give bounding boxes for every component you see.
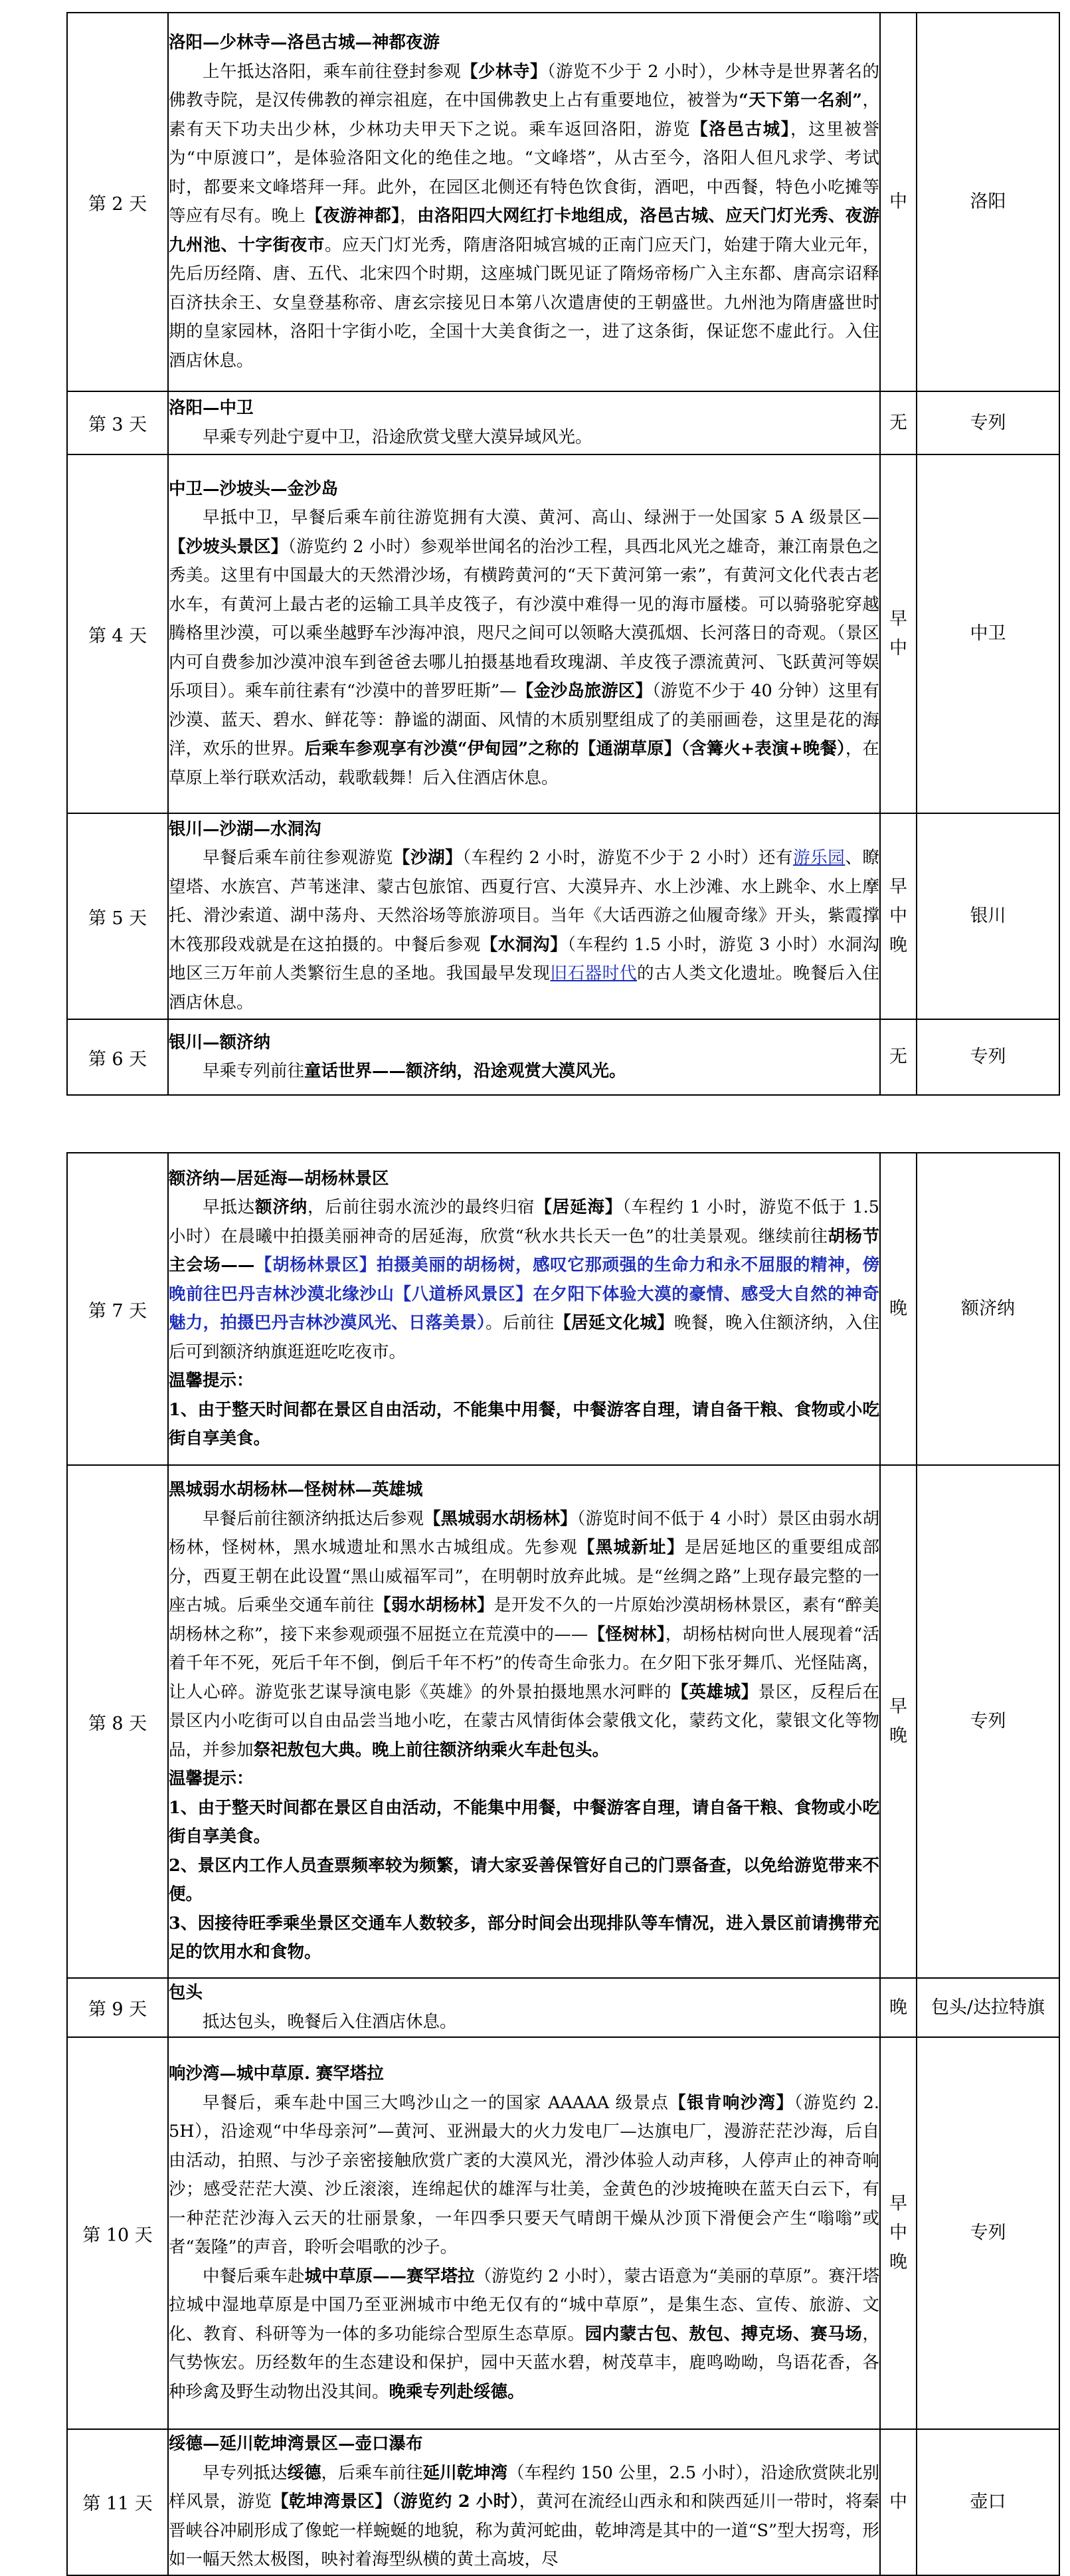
meal-cell: 无 <box>880 1019 917 1095</box>
meal-cell: 早中晚 <box>880 2037 917 2429</box>
day-cell: 第 5 天 <box>67 813 168 1019</box>
description-cell <box>168 813 880 1019</box>
meal-cell: 无 <box>880 391 917 454</box>
itinerary-table-2 <box>66 1152 1060 2576</box>
description-text: 早餐后，乘车赴中国三大鸣沙山之一的国家 AAAAA 级景点【银肯响沙湾】（游览约 2. 5H），沿途观“中华母亲河”—黄河、亚洲最大的火力发电厂—达旗电厂，漫游茫茫沙海，后自由活动，拍照、与沙子亲密接触欣赏广袤的大漠风光，滑沙体验人动声移，人停声止的神奇响沙；感受茫茫大漠、沙丘滚滚，连绵起伏的雄浑与壮美，金黄色的沙坡掩映在蓝天白云下，有一种茫茫沙海入云天的壮丽景象，一年四季只要天气晴朗干燥从沙顶下滑便会产生“嗡嗡”或者“轰隆”的声音，聆听会唱歌的沙子。 <box>169 2092 879 2257</box>
day-cell: 第 9 天 <box>67 1978 168 2037</box>
route-title: 绥德—延川乾坤湾景区—壶口瀑布 <box>169 2434 423 2454</box>
itinerary-row <box>67 454 1059 813</box>
hotel-cell: 洛阳 <box>917 13 1059 391</box>
description-cell <box>168 2037 880 2429</box>
description-cell <box>168 1978 880 2037</box>
description-cell <box>168 391 880 454</box>
itinerary-row <box>67 1153 1059 1465</box>
route-title: 包头 <box>169 1983 203 2003</box>
day-cell: 第 7 天 <box>67 1153 168 1465</box>
route-title: 银川—额济纳 <box>169 1032 271 1052</box>
description-cell <box>168 13 880 391</box>
tip-item: 1、由于整天时间都在景区自由活动，不能集中用餐，中餐游客自理，请自备干粮、食物或小吃街自享美食。 <box>169 1399 879 1448</box>
meal-cell: 中 <box>880 13 917 391</box>
itinerary-row <box>67 1978 1059 2037</box>
hotel-cell: 专列 <box>917 1465 1059 1978</box>
itinerary-row <box>67 813 1059 1019</box>
itinerary-row <box>67 391 1059 454</box>
meal-cell: 晚 <box>880 1153 917 1465</box>
tip-item: 2、景区内工作人员查票频率较为频繁，请大家妥善保管好自己的门票备查，以免给游览带来不便。 <box>169 1855 879 1905</box>
hotel-cell: 专列 <box>917 391 1059 454</box>
route-title: 额济纳—居延海—胡杨林景区 <box>169 1168 389 1189</box>
description-text: 早乘专列前往童话世界——额济纳，沿途观赏大漠风光。 <box>203 1061 626 1081</box>
description-cell <box>168 1465 880 1978</box>
description-text: 早抵达额济纳，后前往弱水流沙的最终归宿【居延海】（车程约 1 小时，游览不低于 1.5 小时）在晨曦中拍摄美丽神奇的居延海，欣赏“秋水共长天一色”的壮美景观。继续前往胡杨节主会场——【胡杨林景区】拍摄美丽的胡杨树，感叹它那顽强的生命力和永不屈服的精神，傍晚前往巴丹吉林沙漠北缘沙山【八道桥风景区】在夕阳下体验大漠的豪情、感受大自然的神奇魅力，拍摄巴丹吉林沙漠风光、日落美景）。后前往【居延文化城】晚餐，晚入住额济纳，入住后可到额济纳旗逛逛吃吃夜市。 <box>169 1197 879 1362</box>
description-cell <box>168 2429 880 2575</box>
description-text: 早餐后前往额济纳抵达后参观【黑城弱水胡杨林】（游览时间不低于 4 小时）景区由弱水胡杨林，怪树林，黑水城遗址和黑水古城组成。先参观【黑城新址】是居延地区的重要组成部分，西夏王朝在此设置“黑山威福军司”，在明朝时放弃此城。是“丝绸之路”上现存最完整的一座古城。后乘坐交通车前往【弱水胡杨林】是开发不久的一片原始沙漠胡杨林景区，素有“醉美胡杨林之称”，接下来参观顽强不屈挺立在荒漠中的——【怪树林】，胡杨枯树向世人展现着“活着千年不死，死后千年不倒，倒后千年不朽”的传奇生命张力。在夕阳下张牙舞爪、光怪陆离，让人心碎。游览张艺谋导演电影《英雄》的外景拍摄地黑水河畔的【英雄城】景区，反程后在景区内小吃街可以自由品尝当地小吃，在蒙古风情街体会蒙俄文化，蒙药文化，蒙银文化等物品，并参加祭祀敖包大典。晚上前往额济纳乘火车赴包头。 <box>169 1508 879 1760</box>
route-title: 响沙湾—城中草原. 赛罕塔拉 <box>169 2064 384 2084</box>
day-cell: 第 11 天 <box>67 2429 168 2575</box>
day-cell: 第 4 天 <box>67 454 168 813</box>
meal-cell: 中 <box>880 2429 917 2575</box>
itinerary-row <box>67 2429 1059 2575</box>
description-text: 早抵中卫，早餐后乘车前往游览拥有大漠、黄河、高山、绿洲于一处国家 5 A 级景区—【沙坡头景区】（游览约 2 小时）参观举世闻名的治沙工程，具西北风光之雄奇，兼江南景色之秀美。这里有中国最大的天然滑沙场，有横跨黄河的“天下黄河第一索”，有黄河文化代表古老水车，有黄河上最古老的运输工具羊皮筏子，有沙漠中难得一见的海市蜃楼。可以骑骆驼穿越腾格里沙漠，可以乘坐越野车沙海冲浪，咫尺之间可以领略大漠孤烟、长河落日的奇观。（景区内可自费参加沙漠冲浪车到爸爸去哪儿拍摄基地看玫瑰湖、羊皮筏子漂流黄河、飞跃黄河等娱乐项目）。乘车前往素有“沙漠中的普罗旺斯”—【金沙岛旅游区】（游览不少于 40 分钟）这里有沙漠、蓝天、碧水、鲜花等：静谧的湖面、风情的木质别墅组成了的美丽画卷，这里是花的海洋，欢乐的世界。后乘车参观享有沙漠“伊甸园”之称的【通湖草原】（含篝火+表演+晚餐），在草原上举行联欢活动，载歌载舞！后入住酒店休息。 <box>169 508 879 788</box>
tips-title: 温馨提示： <box>169 1371 254 1391</box>
description-text: 上午抵达洛阳，乘车前往登封参观【少林寺】（游览不少于 2 小时），少林寺是世界著名的佛教寺院，是汉传佛教的禅宗祖庭，在中国佛教史上占有重要地位，被誉为“天下第一名刹”，素有天下功夫出少林，少林功夫甲天下之说。乘车返回洛阳，游览【洛邑古城】，这里被誉为“中原渡口”，是体验洛阳文化的绝佳之地。“文峰塔”，从古至今，洛阳人但凡求学、考试时，都要来文峰塔拜一拜。此外，在园区北侧还有特色饮食街，酒吧，中西餐，特色小吃摊等等应有尽有。晚上【夜游神都】，由洛阳四大网红打卡地组成，洛邑古城、应天门灯光秀、夜游九州池、十字街夜市。应天门灯光秀，隋唐洛阳城宫城的正南门应天门，始建于隋大业元年，先后历经隋、唐、五代、北宋四个时期，这座城门既见证了隋炀帝杨广入主东都、唐高宗诏释百济扶余王、女皇登基称帝、唐玄宗接见日本第八次遣唐使的王朝盛世。九州池为隋唐盛世时期的皇家园林，洛阳十字街小吃，全国十大美食街之一，进了这条街，保证您不虚此行。入住酒店休息。 <box>169 61 879 371</box>
hotel-cell: 壶口 <box>917 2429 1059 2575</box>
description-cell <box>168 1153 880 1465</box>
itinerary-row <box>67 13 1059 391</box>
description-cell <box>168 454 880 813</box>
hotel-cell: 额济纳 <box>917 1153 1059 1465</box>
description-text: 早餐后乘车前往参观游览【沙湖】（车程约 2 小时，游览不少于 2 小时）还有游乐园、瞭望塔、水族宫、芦苇迷津、蒙古包旅馆、西夏行宫、大漠异卉、水上沙滩、水上跳伞、水上摩托、滑沙索道、湖中荡舟、天然浴场等旅游项目。当年《大话西游之仙履奇缘》开头，紫霞撑木筏那段戏就是在这拍摄的。中餐后参观【水洞沟】（车程约 1.5 小时，游览 3 小时）水洞沟地区三万年前人类繁衍生息的圣地。我国最早发现旧石器时代的古人类文化遗址。晚餐后入住酒店休息。 <box>169 848 879 1013</box>
itinerary-row <box>67 2037 1059 2429</box>
day-cell: 第 2 天 <box>67 13 168 391</box>
day-cell: 第 6 天 <box>67 1019 168 1095</box>
itinerary-row <box>67 1465 1059 1978</box>
description-text: 早专列抵达绥德，后乘车前往延川乾坤湾（车程约 150 公里，2.5 小时），沿途欣赏陕北别样风景，游览【乾坤湾景区】（游览约 2 小时），黄河在流经山西永和和陕西延川一带时，将秦晋峡谷冲刷形成了像蛇一样蜿蜒的地貌，称为黄河蛇曲，乾坤湾是其中的一道“S”型大拐弯，形如一幅天然太极图，映衬着海型纵横的黄土高坡，尽 <box>169 2462 879 2569</box>
tip-item: 1、由于整天时间都在景区自由活动，不能集中用餐，中餐游客自理，请自备干粮、食物或小吃街自享美食。 <box>169 1797 879 1847</box>
itinerary-table-1 <box>66 12 1060 1096</box>
route-title: 洛阳—中卫 <box>169 398 254 418</box>
meal-cell: 早中晚 <box>880 813 917 1019</box>
itinerary-row <box>67 1019 1059 1095</box>
meal-cell: 早晚 <box>880 1465 917 1978</box>
hotel-cell: 专列 <box>917 1019 1059 1095</box>
hotel-cell: 专列 <box>917 2037 1059 2429</box>
tips-title: 温馨提示： <box>169 1769 254 1789</box>
description-cell <box>168 1019 880 1095</box>
description-text: 抵达包头，晚餐后入住酒店休息。 <box>203 2011 457 2032</box>
hotel-cell: 银川 <box>917 813 1059 1019</box>
route-title: 中卫—沙坡头—金沙岛 <box>169 478 339 499</box>
day-cell: 第 8 天 <box>67 1465 168 1978</box>
meal-cell: 早中 <box>880 454 917 813</box>
hotel-cell: 中卫 <box>917 454 1059 813</box>
route-title: 洛阳—少林寺—洛邑古城—神都夜游 <box>169 33 440 52</box>
day-cell: 第 10 天 <box>67 2037 168 2429</box>
hotel-cell: 包头/达拉特旗 <box>917 1978 1059 2037</box>
description-text: 早乘专列赴宁夏中卫，沿途欣赏戈壁大漠异域风光。 <box>203 427 592 447</box>
tip-item: 3、因接待旺季乘坐景区交通车人数较多，部分时间会出现排队等车情况，进入景区前请携带充足的饮用水和食物。 <box>169 1913 879 1963</box>
route-title: 银川—沙湖—水洞沟 <box>169 819 321 839</box>
route-title: 黑城弱水胡杨林—怪树林—英雄城 <box>169 1480 423 1500</box>
description-text: 中餐后乘车赴城中草原——赛罕塔拉（游览约 2 小时），蒙古语意为“美丽的草原”。赛汗塔拉城中湿地草原是中国乃至亚洲城市中绝无仅有的“城中草原”，是集生态、宣传、旅游、文化、教育、科研等为一体的多功能综合型原生态草原。园内蒙古包、敖包、搏克场、赛马场，气势恢宏。历经数年的生态建设和保护，园中天蓝水碧，树茂草丰，鹿鸣呦呦，鸟语花香，各种珍禽及野生动物出没其间。晚乘专列赴绥德。 <box>169 2266 879 2402</box>
meal-cell: 晚 <box>880 1978 917 2037</box>
day-cell: 第 3 天 <box>67 391 168 454</box>
